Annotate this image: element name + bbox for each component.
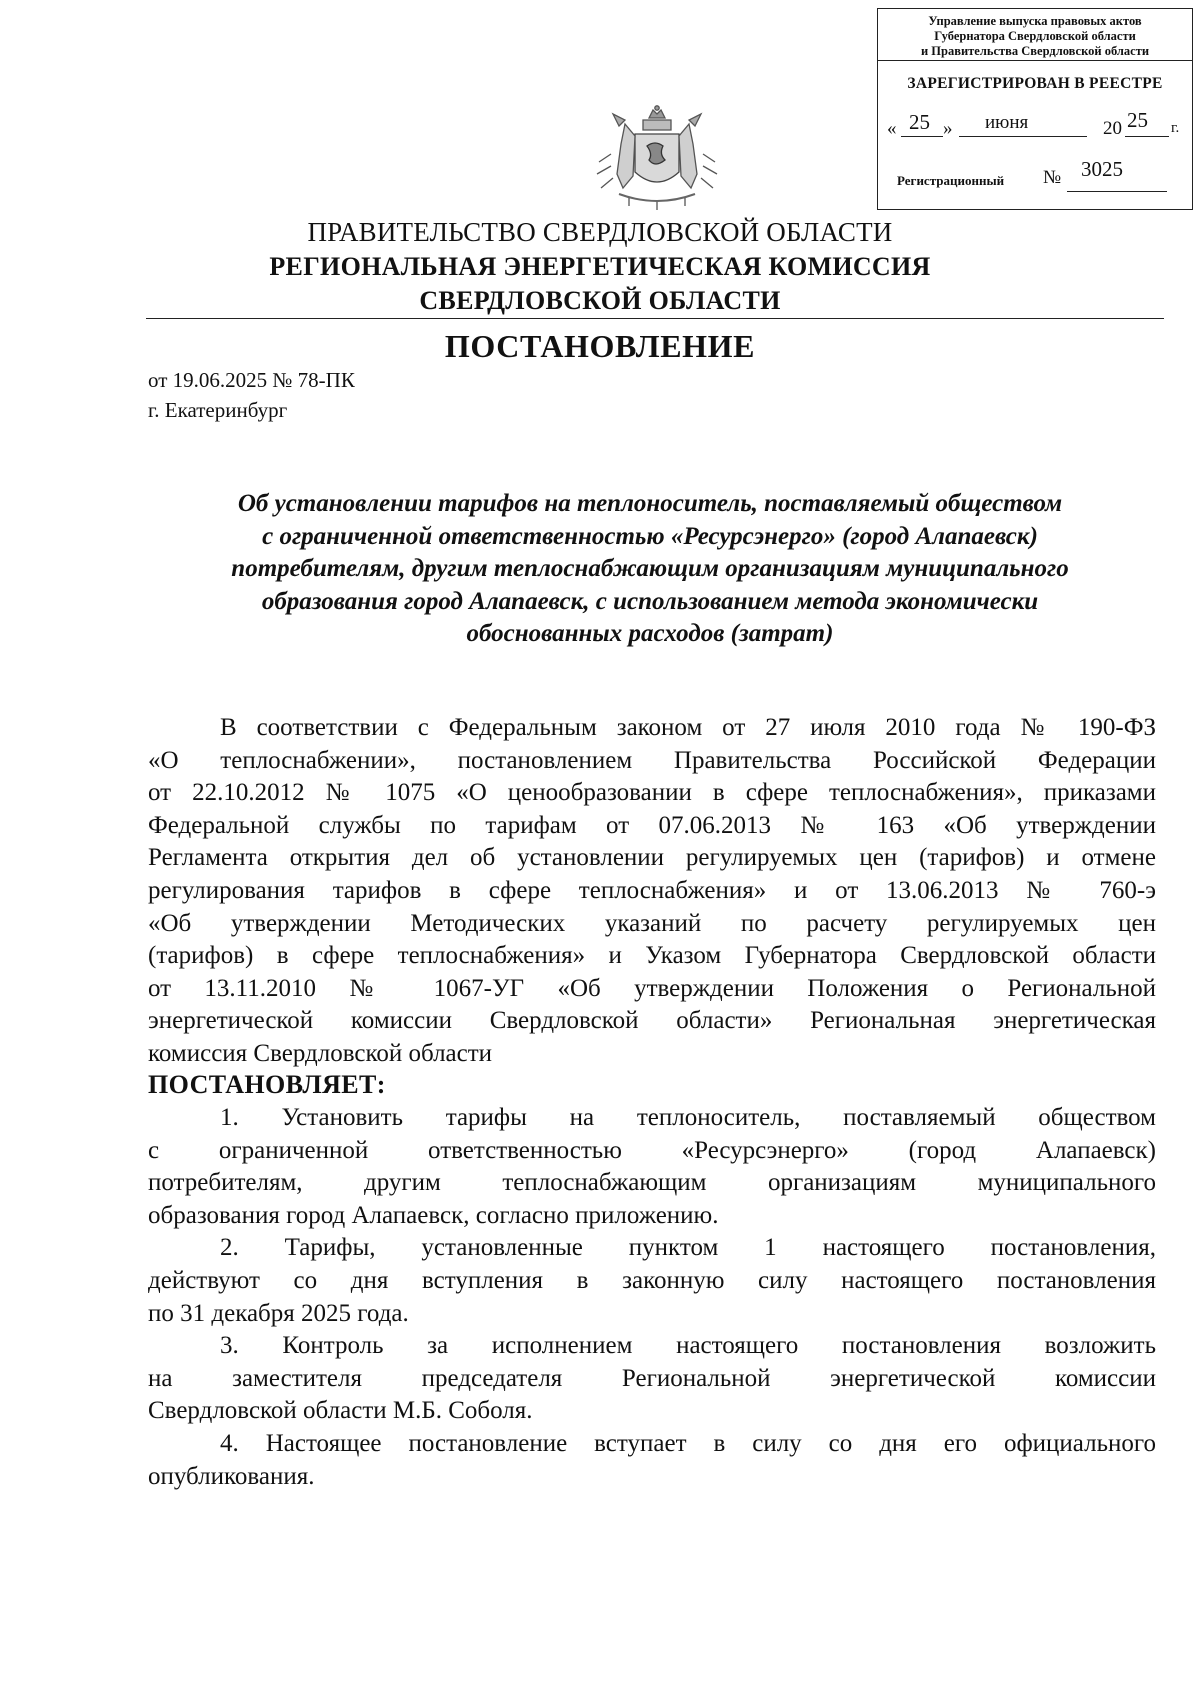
government-name: ПРАВИТЕЛЬСТВО СВЕРДЛОВСКОЙ ОБЛАСТИ (307, 217, 893, 247)
item-2-line: 2. Тарифы, установленные пунктом 1 настоящего постановления, (220, 1234, 1156, 1262)
item-3-line: Свердловской области М.Б. Соболя. (148, 1397, 533, 1425)
stamp-year-underline (1125, 136, 1169, 137)
item-2-line: по 31 декабря 2025 года. (148, 1299, 409, 1327)
text-line: «Об утверждении Методических указаний по расчету регулируемых цен (148, 909, 1156, 937)
item-1-line: с ограниченной ответственностью «Ресурсэнерго» (город Алапаевск) (148, 1136, 1156, 1164)
item-3-line: на заместителя председателя Региональной энергетической комиссии (148, 1364, 1156, 1392)
text-line: Регламента открытия дел об установлении регулируемых цен (тарифов) и отмене (148, 844, 1156, 872)
stamp-day-underline (901, 136, 943, 137)
item-2-line: действуют со дня вступления в законную силу настоящего постановления (148, 1266, 1156, 1294)
item-4-line: опубликования. (148, 1462, 315, 1490)
item-1-line: потребителям, другим теплоснабжающим организациям муниципального (148, 1169, 1156, 1197)
text-line: энергетической комиссии Свердловской области» Региональная энергетическая (148, 1007, 1156, 1035)
item-1-line: образования город Алапаевск, согласно приложению. (148, 1201, 719, 1229)
stamp-number-label: Регистрационный (897, 173, 1005, 188)
stamp-year-suffix: 25 (1127, 108, 1148, 132)
stamp-header-line: и Правительства Свердловской области (920, 44, 1150, 58)
stamp-header-line: Губернатора Свердловской области (934, 29, 1136, 43)
stamp-month: июня (985, 112, 1029, 133)
stamp-header-line: Управление выпуска правовых актов (928, 14, 1142, 28)
stamp-registered-label: ЗАРЕГИСТРИРОВАН В РЕЕСТРЕ (907, 75, 1163, 92)
title-line: обоснованных расходов (затрат) (466, 620, 834, 647)
title-line: образования город Алапаевск, с использованием метода экономически (261, 587, 1039, 615)
preamble-paragraph (148, 712, 1156, 1071)
stamp-day: 25 (909, 110, 930, 134)
stamp-number-row (897, 157, 1177, 197)
header-divider (146, 318, 1164, 319)
stamp-open-quote: « (887, 118, 897, 139)
coat-of-arms-emblem (589, 104, 725, 212)
resolves-heading: ПОСТАНОВЛЯЕТ: (148, 1070, 386, 1099)
title-line: потребителям, другим теплоснабжающим организациям муниципального (231, 555, 1069, 582)
stamp-year-unit: г. (1171, 120, 1180, 136)
resolution-items (148, 1102, 1156, 1493)
text-line: (тарифов) в сфере теплоснабжения» и Указом Губернатора Свердловской области (148, 942, 1156, 970)
stamp-number-underline (1067, 191, 1167, 192)
commission-name-line1: РЕГИОНАЛЬНАЯ ЭНЕРГЕТИЧЕСКАЯ КОМИССИЯ (269, 252, 931, 281)
text-line: от 22.10.2012 № 1075 «О ценообразовании в сфере теплоснабжения», приказами (148, 779, 1156, 807)
stamp-number-sign: № (1043, 167, 1062, 188)
text-line: комиссия Свердловской области (148, 1039, 493, 1067)
item-3-line: 3. Контроль за исполнением настоящего постановления возложить (220, 1332, 1156, 1360)
text-line: регулирования тарифов в сфере теплоснабжения» и от 13.06.2013 № 760-э (148, 876, 1156, 904)
item-1-line: 1. Установить тарифы на теплоноситель, поставляемый обществом (220, 1104, 1156, 1131)
document-title (160, 488, 1140, 651)
document-date-number: от 19.06.2025 № 78-ПК (148, 368, 355, 392)
text-line: «О теплоснабжении», постановлением Правительства Российской Федерации (148, 746, 1156, 774)
stamp-header (878, 9, 1192, 61)
stamp-close-quote: » (943, 118, 953, 139)
stamp-number: 3025 (1081, 157, 1123, 181)
text-line: В соответствии с Федеральным законом от 27 июля 2010 года № 190-ФЗ (220, 714, 1156, 741)
text-line: от 13.11.2010 № 1067-УГ «Об утверждении Положения о Региональной (148, 974, 1156, 1002)
stamp-date-row (887, 108, 1183, 146)
commission-name-line2: СВЕРДЛОВСКОЙ ОБЛАСТИ (419, 286, 781, 315)
text-line: Федеральной службы по тарифам от 07.06.2013 № 163 «Об утверждении (148, 811, 1156, 839)
title-line: с ограниченной ответственностью «Ресурсэнерго» (город Алапаевск) (262, 522, 1038, 550)
title-line: Об установлении тарифов на теплоноситель, поставляемый обществом (237, 490, 1063, 517)
document-city: г. Екатеринбург (148, 398, 288, 422)
document-type: ПОСТАНОВЛЕНИЕ (444, 328, 756, 364)
stamp-year-prefix: 20 (1103, 118, 1122, 139)
stamp-month-underline (959, 136, 1087, 137)
item-4-line: 4. Настоящее постановление вступает в силу со дня его официального (220, 1429, 1156, 1457)
